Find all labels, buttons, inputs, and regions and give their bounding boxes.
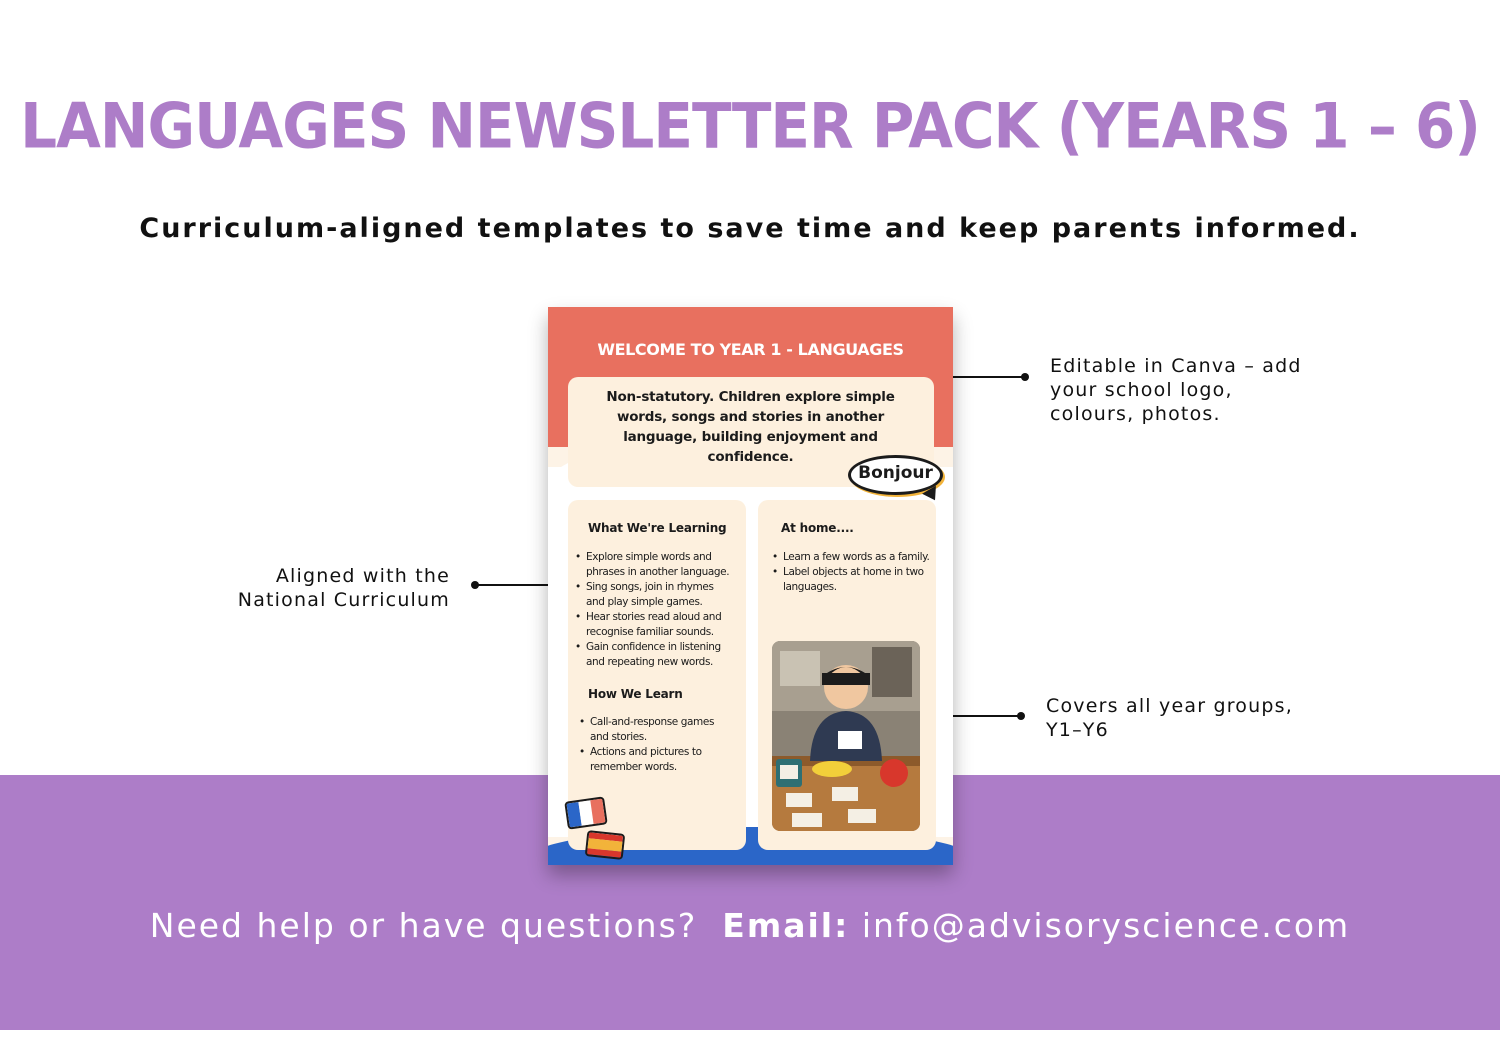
how-list — [578, 715, 728, 775]
home-list — [771, 550, 931, 595]
learning-title: What We're Learning — [588, 521, 727, 535]
callout-curriculum: Aligned with the National Curriculum — [237, 565, 450, 611]
newsletter-heading: WELCOME TO YEAR 1 - LANGUAGES — [597, 340, 904, 359]
newsletter-preview — [548, 307, 953, 865]
list-item: • Learn a few words as a family. — [771, 550, 931, 565]
how-title: How We Learn — [588, 687, 683, 701]
child-learning-photo — [772, 641, 920, 831]
callout-editable: Editable in Canva – add your school logo, colours, photos. — [1050, 355, 1302, 425]
contact-question: Need help or have questions? — [149, 906, 698, 945]
list-item: • Label objects at home in two languages. — [771, 565, 931, 595]
home-title: At home.... — [781, 521, 854, 535]
callout-year-groups: Covers all year groups, Y1–Y6 — [1046, 695, 1293, 741]
list-item: • Gain confidence in listening and repeating new words. — [574, 640, 734, 670]
list-item: • Sing songs, join in rhymes and play simple games. — [574, 580, 734, 610]
page-subtitle: Curriculum-aligned templates to save time and keep parents informed. — [139, 213, 1361, 244]
spanish-flag-icon — [585, 830, 626, 860]
callout-dot — [1021, 373, 1029, 381]
learning-list — [574, 550, 734, 670]
list-item: • Hear stories read aloud and recognise familiar sounds. — [574, 610, 734, 640]
list-item: • Call-and-response games and stories. — [578, 715, 728, 745]
email-label: Email: — [722, 906, 850, 945]
page-title: LANGUAGES NEWSLETTER PACK (YEARS 1 – 6) — [20, 89, 1480, 163]
email-link[interactable]: info@advisoryscience.com — [861, 906, 1351, 945]
list-item: • Actions and pictures to remember words. — [578, 745, 728, 775]
intro-text: Non-statutory. Children explore simple words, songs and stories in another language, building enjoyment and confidence. — [606, 389, 895, 465]
french-flag-icon — [564, 796, 608, 829]
contact-line — [0, 906, 1500, 945]
callout-dot — [1017, 712, 1025, 720]
list-item: • Explore simple words and phrases in another language. — [574, 550, 734, 580]
speech-bubble-text: Bonjour — [858, 463, 933, 483]
